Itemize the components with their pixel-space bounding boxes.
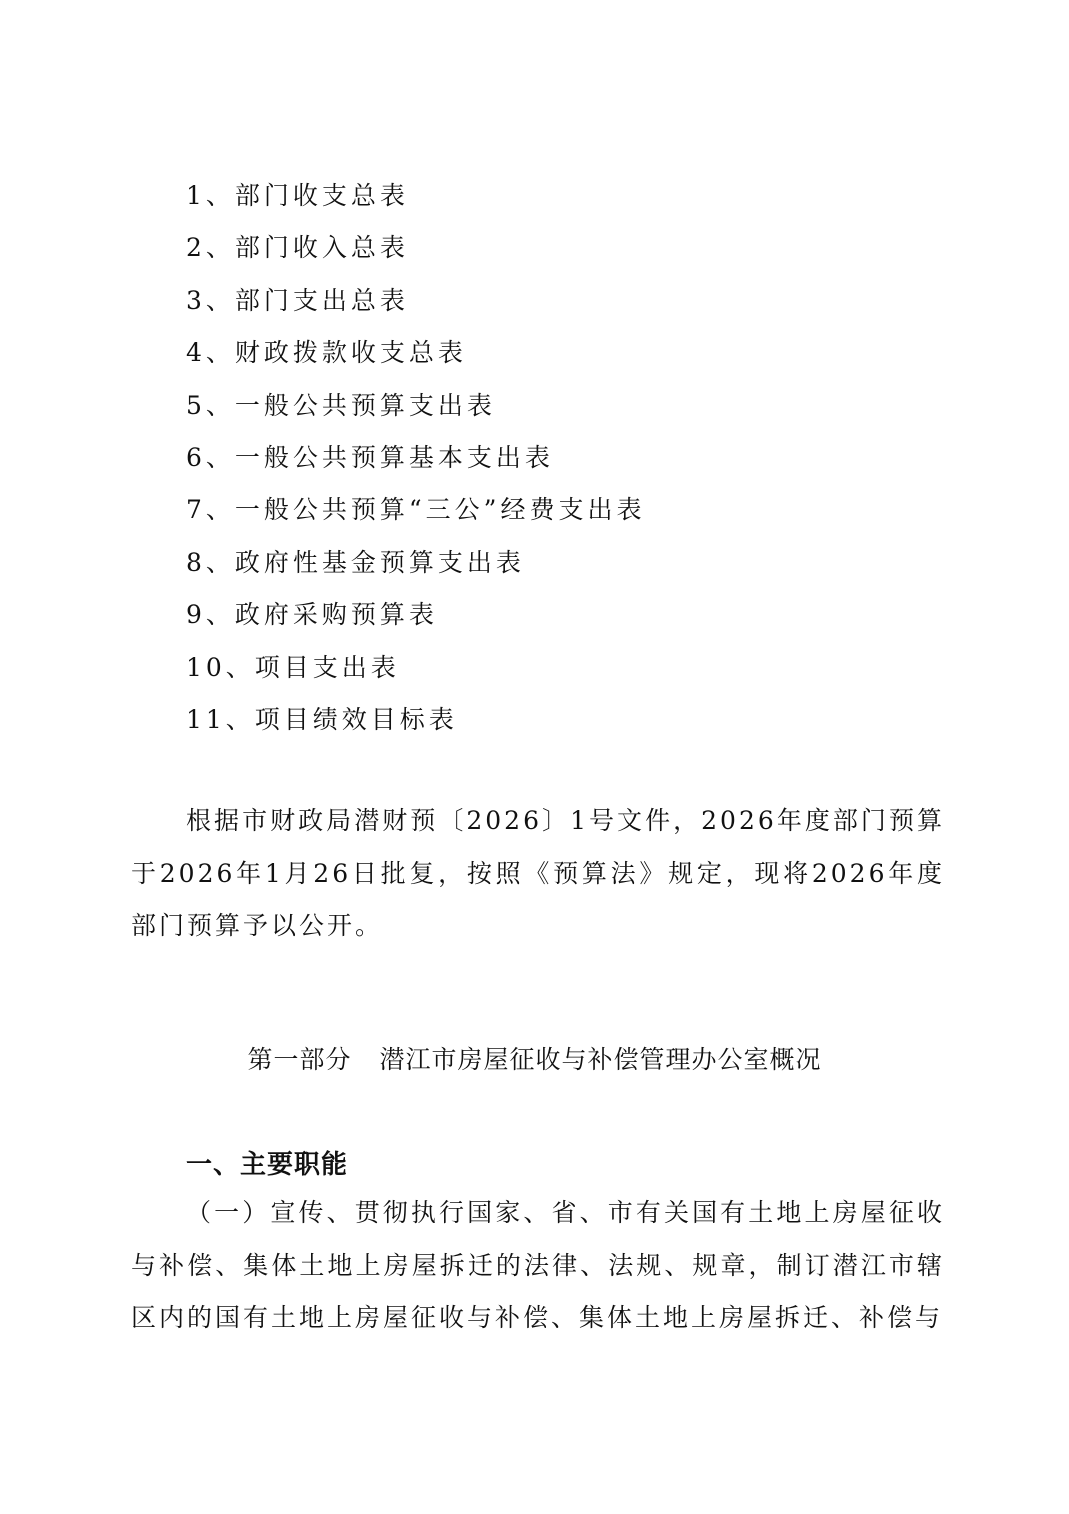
table-list-item: 4、财政拨款收支总表 [186, 338, 467, 368]
table-list-item: 3、部门支出总表 [186, 285, 409, 315]
part-one-number: 第一部分 [247, 1045, 352, 1074]
table-list-item: 8、政府性基金预算支出表 [186, 547, 525, 577]
table-list-item: 10、项目支出表 [186, 652, 400, 682]
table-list-item: 2、部门收入总表 [186, 233, 409, 263]
table-list-item: 5、一般公共预算支出表 [186, 390, 496, 420]
part-one-title: 潜江市房屋征收与补偿管理办公室概况 [379, 1045, 822, 1074]
table-list-item: 7、一般公共预算“三公”经费支出表 [186, 495, 646, 525]
section-one-heading: 一、主要职能 [186, 1150, 349, 1180]
part-one-heading [0, 1034, 1069, 1086]
table-list [186, 170, 645, 746]
intro-paragraph: 根据市财政局潜财预〔2026〕1号文件，2026年度部门预算于2026年1月26日批复，按照《预算法》规定，现将2026年度部门预算予以公开。 [131, 806, 945, 940]
table-list-item: 9、政府采购预算表 [186, 600, 438, 630]
functions-paragraph: （一）宣传、贯彻执行国家、省、市有关国有土地上房屋征收与补偿、集体土地上房屋拆迁的法律、法规、规章，制订潜江市辖区内的国有土地上房屋征收与补偿、集体土地上房屋拆迁、补偿与 [131, 1198, 945, 1332]
table-list-item: 6、一般公共预算基本支出表 [186, 442, 554, 472]
table-list-item: 1、部门收支总表 [186, 181, 409, 210]
table-list-item: 11、项目绩效目标表 [186, 704, 458, 734]
